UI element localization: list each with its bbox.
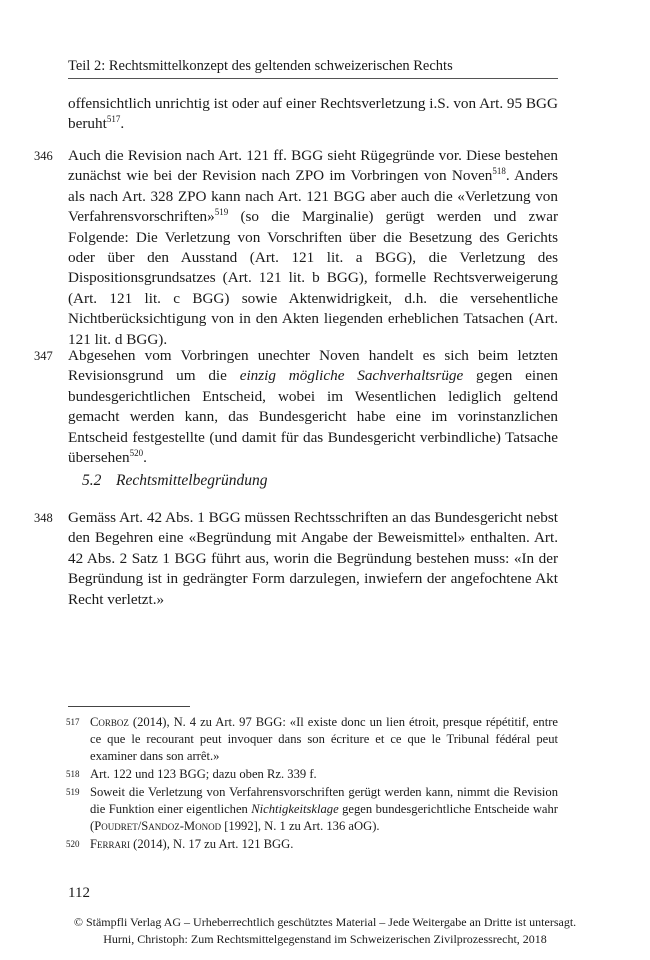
paragraph-346 — [68, 146, 558, 350]
footnote-number: 519 — [66, 787, 80, 797]
section-heading — [82, 472, 268, 490]
paragraph-347-end: . — [143, 449, 147, 467]
footnote-text: (2014), N. 17 zu Art. 121 BGG. — [130, 837, 294, 851]
citation-line: Hurni, Christoph: Zum Rechtsmittelgegenstand im Schweizerischen Zivilprozessrecht, 2018 — [103, 932, 547, 946]
copyright-line: © Stämpfli Verlag AG – Urheberrechtlich geschütztes Material – Jede Weitergabe an Dritte ist untersagt. — [73, 915, 577, 929]
margin-number-347: 347 — [34, 349, 53, 363]
paragraph-347-emphasis: einzig mögliche Sachverhaltsrüge — [239, 367, 464, 385]
paragraph-347-text-b: gegen einen bundesgerichtlichen Entscheid, wobei im Wesentlichen lediglich geltend gemacht werden kann, das Bundesgericht habe eine im vorinstanzlichen Entscheid festgestellte (und damit für das Bundesgericht verbindliche) Tatsache übersehen — [68, 367, 559, 467]
footnote-rule — [68, 706, 190, 707]
footnote-ref-519[interactable]: 519 — [214, 207, 229, 218]
header-rule — [68, 78, 558, 79]
footnote-text-a: Soweit die Verletzung von Verfahrensvorschriften gerügt werden kann, nimmt die Revision die Funktion einer eigentlichen — [90, 785, 558, 816]
footnote-517 — [68, 714, 558, 764]
section-title: Rechtsmittelbegründung — [116, 472, 268, 489]
footnote-number: 518 — [66, 769, 80, 779]
footnote-518 — [68, 766, 558, 783]
footnote-text-c: [1992], N. 1 zu Art. 136 aOG). — [221, 818, 380, 833]
footnote-number: 517 — [66, 717, 80, 727]
paragraph-348: Gemäss Art. 42 Abs. 1 BGG müssen Rechtsschriften an das Bundesgericht nebst den Begehren eine «Begründung mit Angabe der Beweismittel» enthalten. Art. 42 Abs. 2 Satz 1 BGG führt aus, worin die Begründung bestehen muss: «In der Begründung ist in gedrängter Form darzulegen, inwiefern der angefochtene Akt Recht verletzt.» — [68, 509, 558, 608]
page-number: 112 — [68, 885, 90, 901]
footnote-emphasis: Nichtigkeitsklage — [251, 801, 339, 816]
footnote-text-b: gegen bundesgerichtliche Entscheide wahr ( — [90, 801, 558, 833]
paragraph-347-text-a: Abgesehen vom Vorbringen unechter Noven handelt es sich beim letzten Revisionsgrund um die — [68, 347, 558, 385]
footnote-number: 520 — [66, 839, 80, 849]
footnote-520 — [68, 836, 558, 853]
footnote-text: Art. 122 und 123 BGG; dazu oben Rz. 339 f. — [90, 767, 317, 781]
footnote-ref-518[interactable]: 518 — [492, 166, 506, 177]
running-header: Teil 2: Rechtsmittelkonzept des geltenden schweizerischen Rechts — [68, 58, 453, 74]
paragraph-346-text-c: (so die Marginalie) gerügt werden und zwar Folgende: Die Verletzung von Vorschriften über die Besetzung des Gerichts oder über den Ausstand (Art. 121 lit. a BGG), die Verletzung des Dispositionsgrundsatzes (Art. 121 lit. b BGG), formelle Rechtsverweigerung (Art. 121 lit. c BGG) sowie Aktenwidrigkeit, d.h. die versehentliche Nichtberücksichtigung von in den Akten liegenden erheblichen Tatsachen (Art. 121 lit. d BGG). — [68, 208, 558, 348]
footnote-ref-517[interactable]: 517 — [106, 114, 121, 125]
intro-text: offensichtlich unrichtig ist oder auf einer Rechtsverletzung i.S. von Art. 95 BGG beruht — [68, 95, 558, 133]
footnote-author: Ferrari — [90, 837, 131, 851]
intro-paragraph — [68, 94, 558, 135]
footnote-text: (2014), N. 4 zu Art. 97 BGG: «Il existe donc un lien étroit, presque répétitif, entre ce que le recourant peut invoquer dans son écriture et ce que le Tribunal fédéral peut examiner dans son arrêt.» — [90, 715, 558, 763]
margin-number-348: 348 — [34, 511, 53, 525]
section-number: 5.2 — [82, 472, 102, 489]
margin-number-346: 346 — [34, 149, 53, 163]
footnote-author: Corboz — [90, 715, 129, 729]
footnote-author: Poudret/Sandoz-Monod — [94, 818, 222, 833]
intro-end: . — [120, 115, 125, 133]
paragraph-347 — [68, 346, 558, 468]
paragraph-346-text-b: . Anders als nach Art. 328 ZPO kann nach Art. 121 BGG aber auch die «Verletzung von Verfahrensvorschriften» — [68, 167, 558, 226]
footnote-ref-520[interactable]: 520 — [129, 447, 144, 458]
footnote-519 — [68, 784, 558, 834]
paragraph-346-text-a: Auch die Revision nach Art. 121 ff. BGG sieht Rügegründe vor. Diese bestehen zunächst wie bei der Revision nach ZPO im Vorbringen von Noven — [68, 147, 558, 185]
